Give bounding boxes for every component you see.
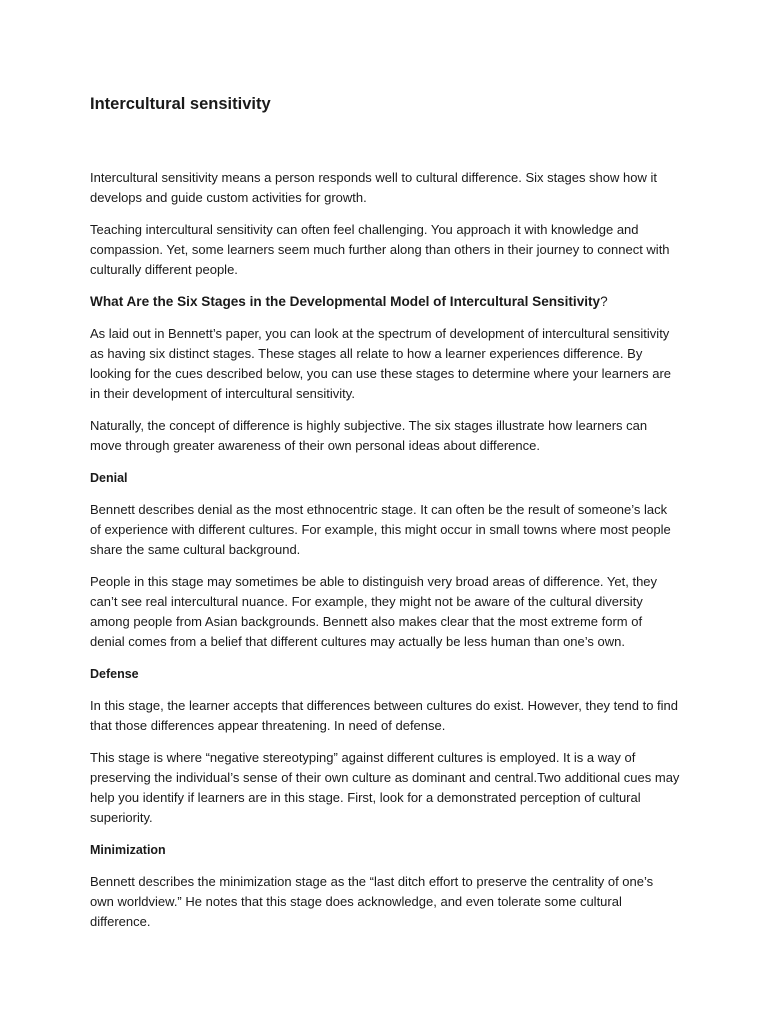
- defense-paragraph-1: In this stage, the learner accepts that differences between cultures do exist. However, they tend to find that those differences appear threatening. In need of defense.: [90, 698, 678, 733]
- defense-paragraph-2: This stage is where “negative stereotyping” against different cultures is employed. It is a way of preserving the individual’s sense of their own culture as dominant and central.Two additional cues may help you identify if learners are in this stage. First, look for a demonstrated perception of cultural superiority.: [90, 750, 680, 825]
- section-paragraph-1: As laid out in Bennett’s paper, you can look at the spectrum of development of intercultural sensitivity as having six distinct stages. These stages all relate to how a learner experiences difference. By looking for the cues described below, you can use these stages to determine where your learners are in their development of intercultural sensitivity.: [90, 326, 672, 401]
- minimization-paragraph-1: Bennett describes the minimization stage as the “last ditch effort to preserve the centrality of one’s own worldview.” He notes that this stage does acknowledge, and even tolerate some cultural difference.: [90, 874, 654, 929]
- stage-heading-denial: Denial: [90, 471, 128, 485]
- section-heading-suffix: ?: [600, 294, 608, 309]
- denial-paragraph-1: Bennett describes denial as the most ethnocentric stage. It can often be the result of someone’s lack of experience with different cultures. For example, this might occur in small towns where most people share the same cultural background.: [90, 502, 671, 557]
- denial-paragraph-2: People in this stage may sometimes be able to distinguish very broad areas of difference. Yet, they can’t see real intercultural nuance. For example, they might not be aware of the cultural diversity among people from Asian backgrounds. Bennett also makes clear that the most extreme form of denial comes from a belief that different cultures may actually be less human than one’s own.: [90, 574, 658, 649]
- section-heading-text: What Are the Six Stages in the Developmental Model of Intercultural Sensitivity: [90, 294, 601, 309]
- stage-heading-minimization: Minimization: [90, 843, 166, 857]
- document-body: [90, 92, 680, 944]
- intro-paragraph-2: Teaching intercultural sensitivity can often feel challenging. You approach it with knowledge and compassion. Yet, some learners seem much further along than others in their journey to connect with culturally different people.: [90, 222, 670, 277]
- page-title: Intercultural sensitivity: [90, 95, 271, 113]
- section-heading: [90, 292, 680, 312]
- intro-paragraph-1: Intercultural sensitivity means a person responds well to cultural difference. Six stages show how it develops and guide custom activities for growth.: [90, 170, 657, 205]
- section-paragraph-2: Naturally, the concept of difference is highly subjective. The six stages illustrate how learners can move through greater awareness of their own personal ideas about difference.: [90, 418, 648, 453]
- stage-heading-defense: Defense: [90, 667, 139, 681]
